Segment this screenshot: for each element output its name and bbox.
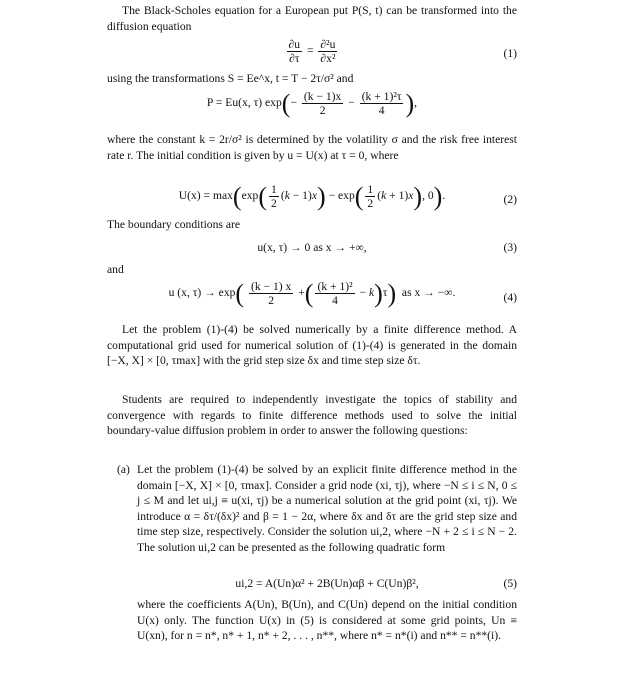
question-a [117, 462, 517, 555]
question-label: (a) [117, 463, 130, 476]
boundary-text: The boundary conditions are [107, 218, 240, 231]
intro-paragraph: The Black-Scholes equation for a European put P(S, t) can be transformed into the diffusion equation [107, 4, 517, 33]
and-text: and [107, 263, 124, 276]
equation-3: u(x, τ) → 0 as x → +∞, (3) [257, 241, 517, 254]
equation-1: $\frac{\partial u}{\partial\tau}$ = $\frac{\text{∂²u}}{\text{∂x²}}$ (1) [288, 38, 517, 65]
equation-number: (5) [503, 577, 517, 590]
equation-5: ui,2 = A(Un)α² + 2B(Un)αβ + C(Un)β², (5) [235, 577, 517, 590]
constant-paragraph: where the constant k = 2r/σ² is determined by the volatility σ and the risk free interest rate r. The initial condition is given by u = U(x) at τ = 0, where [107, 133, 517, 162]
equation-P: P = Eu(x, τ) exp(− $\frac{(k - 1)x}{2}$ − $\frac{\text{(k + 1)²τ}}{4}$ ), [206, 88, 418, 118]
equation-number: (2) [503, 193, 517, 206]
equation-number: (1) [503, 47, 517, 60]
students-paragraph: Students are required to independently investigate the topics of stability and convergence with regards to finite difference methods used to solve the initial boundary-value diffusion problem in order to answer the following questions: [107, 393, 517, 437]
transform-text: using the transformations S = Ee^x, t = T − 2τ/σ² and [107, 72, 354, 85]
equation-number: (3) [503, 241, 517, 254]
coefficients-paragraph: where the coefficients A(Un), B(Un), and C(Un) depend on the initial condition U(x) only. The function U(x) in (5) is considered at some grid points, Un ≡ U(xn), for n = n*, n* + 1, n* + 2, . . . , n**, where n* = n*(i) and n** = n**(i). [137, 598, 517, 642]
question-a-text: Let the problem (1)-(4) be solved by an explicit finite difference method in the domain [−X, X] × [0, τmax]. Consider a grid node (xi, τj), where −N ≤ i ≤ N, 0 ≤ j ≤ M and let ui,j ≡ u(xi, τj) be a numerical solution at the grid point (xi, τj). We introduce α = δτ/(δx)² and β = 1 − 2α, where δx and δτ are the grid step size and time step size, respectively. Consider the solution ui,2, where −N + 2 ≤ i ≤ N − 2. The solution ui,2 can be presented as the following quadratic form [137, 463, 517, 554]
finite-difference-paragraph: Let the problem (1)-(4) be solved numerically by a finite difference method. A computational grid used for numerical solution of (1)-(4) is generated in the domain [−X, X] × [0, τmax] with the grid step size δx and time step size δτ. [107, 323, 517, 367]
equation-number: (4) [503, 291, 517, 304]
equation-2: U(x) = max(exp( $\frac{1}{2}$ (k − 1)x) − exp( $\frac{1}{2}$ (k + 1)x), 0). (2) [178, 181, 517, 211]
equation-4: u (x, τ) → exp( $\frac{(k - 1) x}{2}$ +( $\frac{\text{(k + 1)²}}{4}$ − k)τ) as x → −∞. (4) [168, 278, 517, 308]
